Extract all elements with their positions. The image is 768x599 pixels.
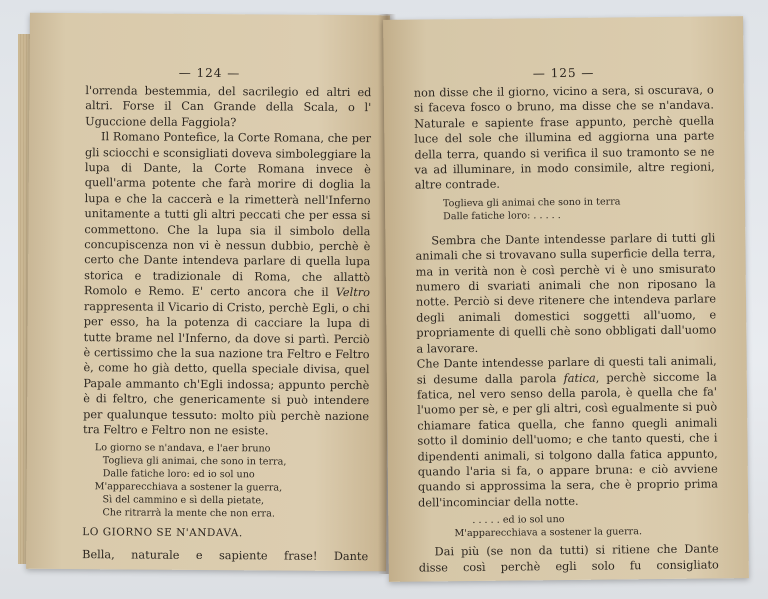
- page-body: [414, 82, 719, 575]
- page-number: — 124 —: [178, 65, 241, 81]
- verse-line: M'apparecchiava a sostener la guerra,: [94, 481, 283, 494]
- open-book: [28, 14, 746, 584]
- page-number: — 125 —: [532, 65, 595, 81]
- paragraph: non disse che il giorno, vicino a sera, si oscurava, o si faceva fosco o bruno, ma disse che se n'andava. Naturale e sapiente frase appunto, perchè quella luce del sole che illumina ed aggiorna una parte della terra, quando si verifica il suo tramonto se ne va ad illuminare, in modo consimile, altre regioni, altre contrade.: [413, 83, 715, 193]
- verse-line: Dalle fatiche loro: . . . . .: [443, 209, 561, 223]
- verse-line: Sì del cammino e sì della pietate,: [102, 494, 265, 507]
- verse-line: Lo giorno se n'andava, e l'aer bruno: [94, 442, 271, 455]
- verse-line: Che ritrarrà la mente che non erra.: [102, 507, 275, 520]
- paragraph: Sembra che Dante intendesse parlare di tutti gli animali che si trovavano sulla superficie della terra, ma in verità non è così perchè vi è uno smisurato numero di svariati animali che non riposano la notte. Perciò si deve ritenere che intendeva parlare degli animali domestici soggetti all'uomo, e propriamente di quelli chè sono obbligati dall'uomo a lavorare.: [415, 231, 717, 356]
- verse-quote: [443, 194, 715, 223]
- left-page: [26, 13, 390, 571]
- page-body: [82, 83, 371, 564]
- paragraph: Che Dante intendesse parlare di questi tali animali, si desume dalla parola fatica, perchè siccome la fatica, nel vero senso della parola, è quella che fa' l'uomo per sè, e per gli altri, così egualmente si può chiamare fatica quella, che fanno quegli animali sotto il dominio dell'uomo; e che tanto questi, che i dipendenti animali, si tolgono dalla fatica appunto, quando l'aria si fa, o appare bruna: e ciò avviene quando si approssima la sera, che è proprio prima dell'incominciar della notte.: [416, 354, 719, 510]
- paragraph: l'orrenda bestemmia, del sacrilegio ed altri ed altri. Forse il Can Grande della Scala, o l' Uguccione della Faggiola?: [85, 84, 372, 130]
- verse-line: Dalle fatiche loro: ed io sol uno: [102, 468, 255, 481]
- verse-line: Toglieva gli animai, che sono in terra,: [102, 455, 287, 468]
- verse-line: M'apparecchiava a sostener la guerra.: [454, 526, 643, 540]
- verse-quote: [454, 512, 718, 541]
- verse-quote: [94, 442, 369, 522]
- right-page: [383, 16, 749, 582]
- paragraph: Il Romano Pontefice, la Corte Romana, che per gli sciocchi e sconsigliati doveva simboleggiare la lupa di Dante, la Corte Romana invece è quell'arma potente che farà morire di doglia la lupa e che la caccerà e la rimetterà nell'Inferno unitamente a tutti gli altri peccati che per essa si commettono. Che la lupa sia il simbolo della concupiscenza non vi è nessun dubbio, perchè è certo che Dante intendeva parlare di quella lupa storica e tradizionale di Roma, che allattò Romolo e Remo. E' certo ancora che il Veltro rappresenta il Vicario di Cristo, perchè Egli, o chi per esso, ha la potenza di cacciare la lupa di tutte brame nel l'Inferno, da dove si partì. Perciò è certissimo che la sua nazione tra Feltro e Feltro è, come ho già detto, quella speciale divisa, quel Papale ammanto ch'Egli indossa; appunto perchè è di feltro, che genericamente si può intendere per qualunque tessuto: molto più perchè nazione tra Feltro e Feltro non ne esiste.: [82, 130, 372, 438]
- verse-line: . . . . . ed io sol uno: [472, 514, 565, 527]
- verse-line: Toglieva gli animai che sono in terra: [442, 196, 621, 210]
- paragraph: Dai più (se non da tutti) si ritiene che Dante disse così perchè egli solo fu consigliato: [418, 542, 719, 575]
- paragraph: Bella, naturale e sapiente frase! Dante: [82, 547, 369, 563]
- section-heading: LO GIORNO SE N'ANDAVA.: [82, 526, 243, 540]
